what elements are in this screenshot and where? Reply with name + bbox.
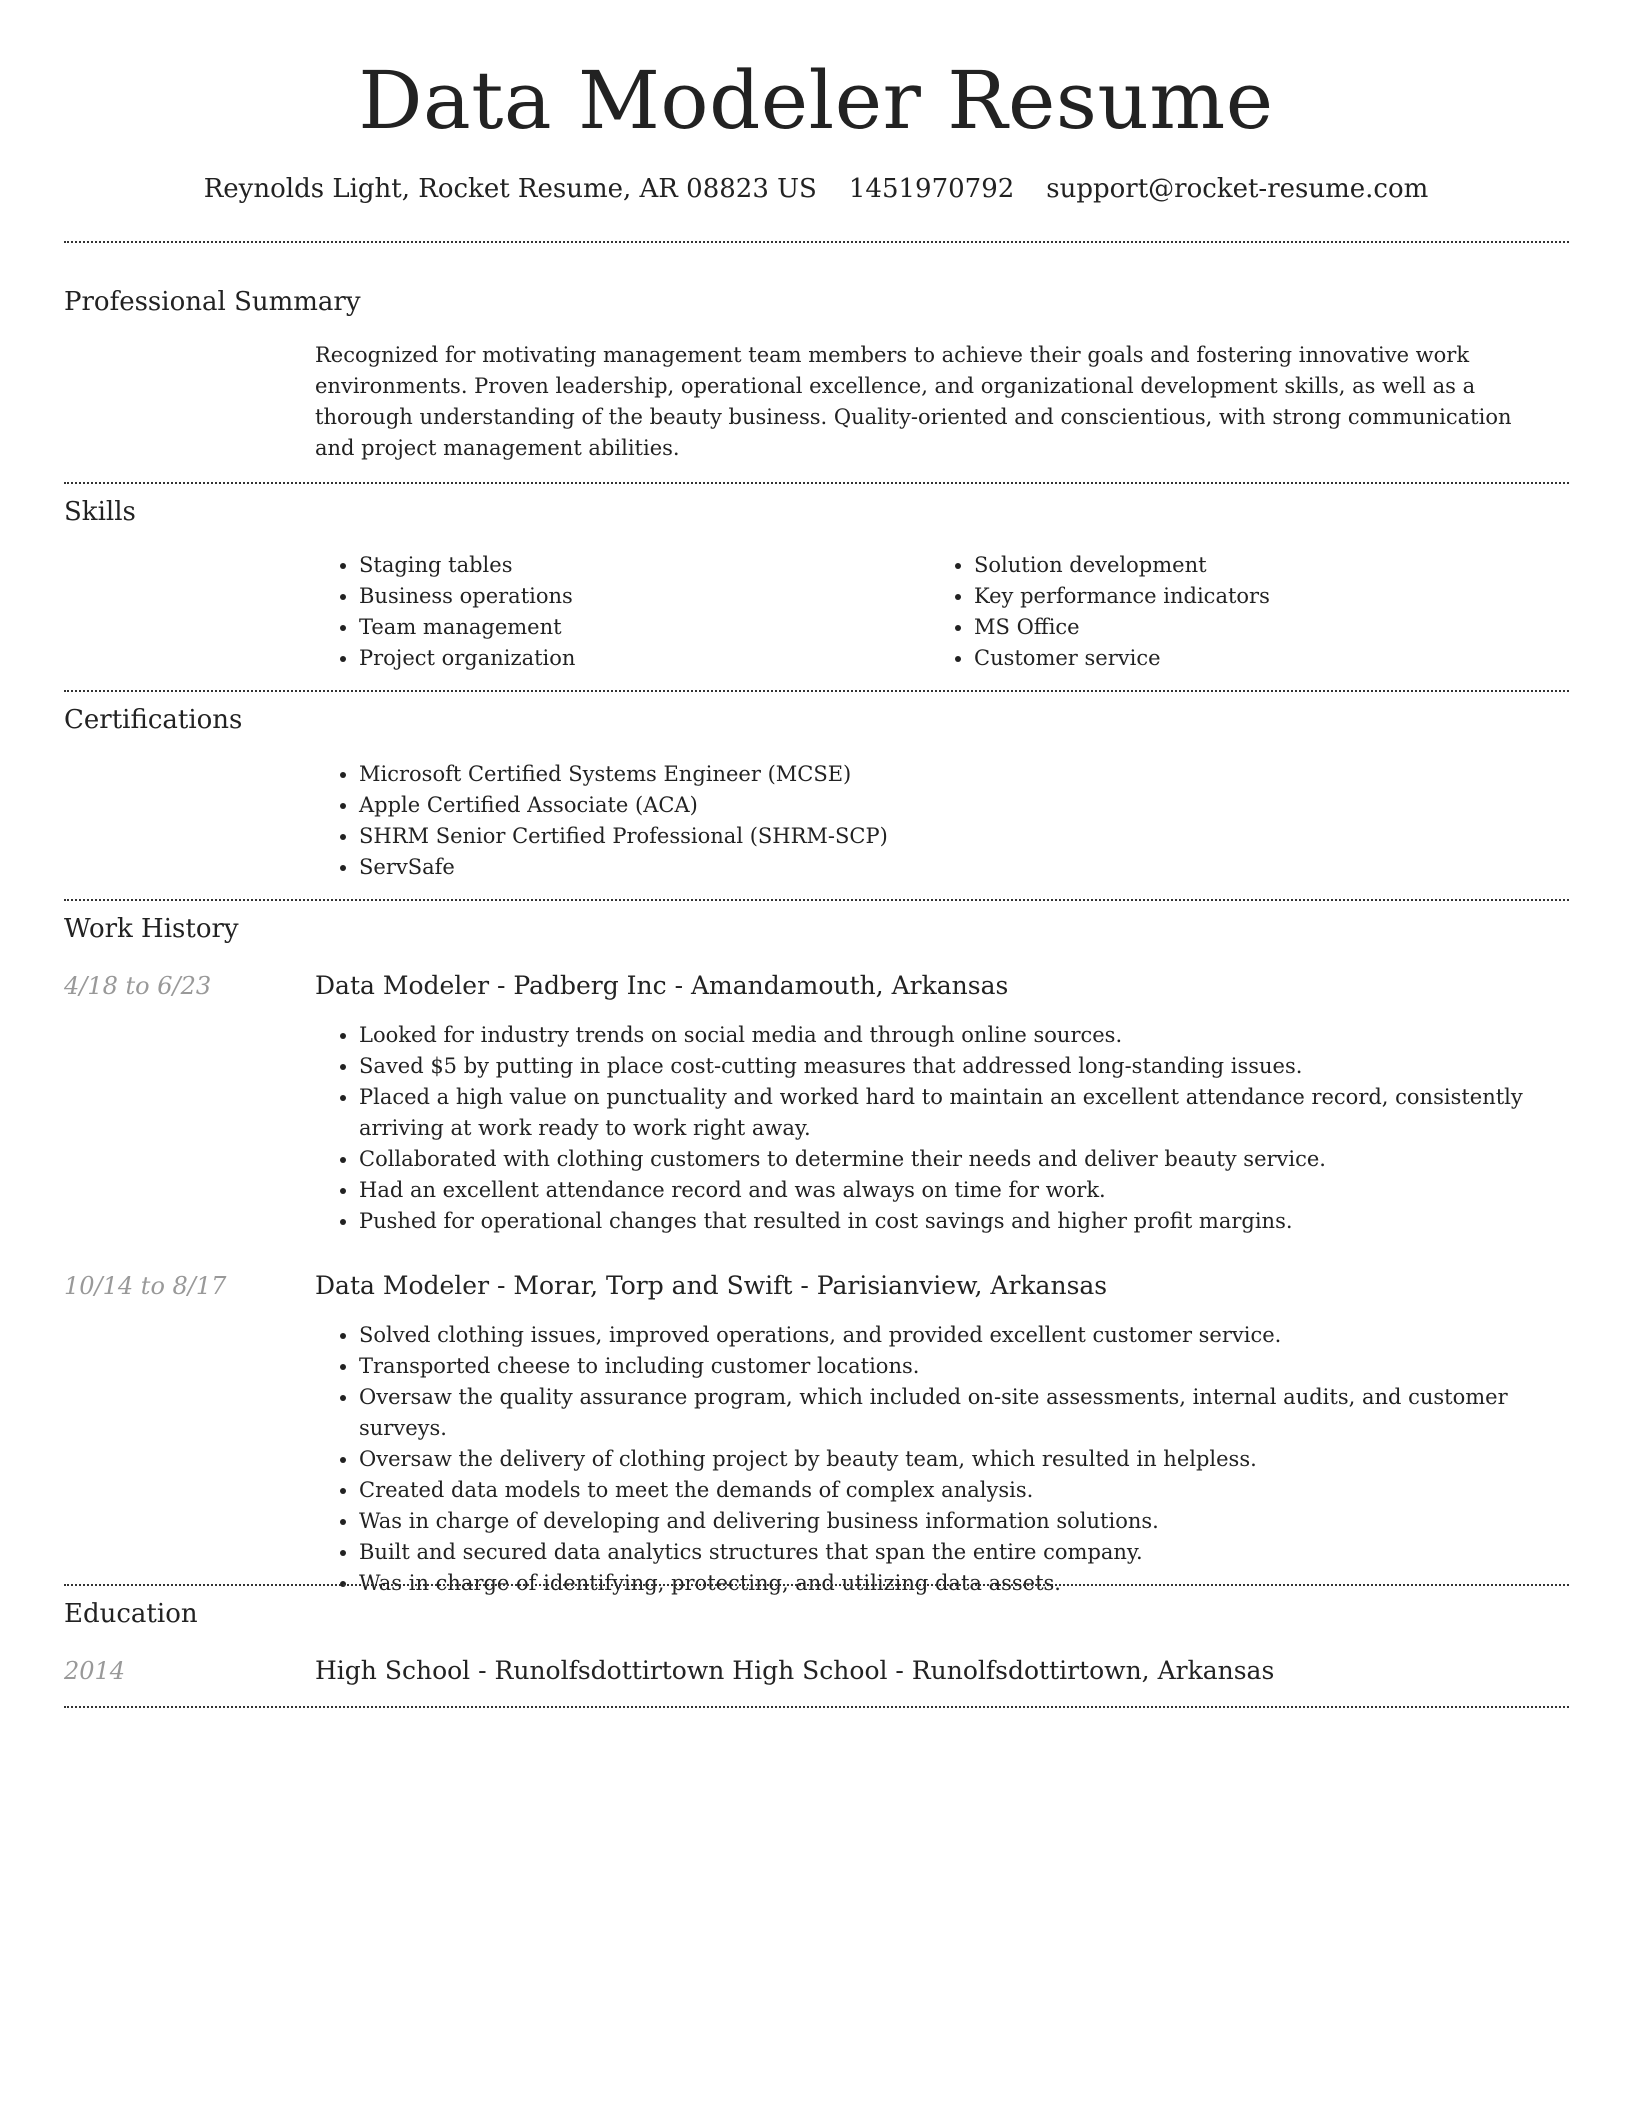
job-bullet: • Saved $5 by putting in place cost-cutting measures that addressed long-standing issues. <box>359 1051 1599 1082</box>
certification-item: • Microsoft Certified Systems Engineer (MCSE) <box>359 759 1559 790</box>
job-bullet: • Created data models to meet the demands of complex analysis. <box>359 1475 1599 1506</box>
certification-item: • Apple Certified Associate (ACA) <box>359 790 1559 821</box>
job-title: Data Modeler - Padberg Inc - Amandamouth, Arkansas <box>315 971 1009 1000</box>
job-bullet: • Looked for industry trends on social media and through online sources. <box>359 1020 1599 1051</box>
contact-line <box>0 169 1632 209</box>
skills-heading: Skills <box>64 497 136 527</box>
contact-phone: 1451970792 <box>848 174 1015 204</box>
job-bullet: • Collaborated with clothing customers to determine their needs and deliver beauty service. <box>359 1144 1599 1175</box>
certification-item: • SHRM Senior Certified Professional (SHRM-SCP) <box>359 821 1559 852</box>
job-bullet: • Solved clothing issues, improved operations, and provided excellent customer service. <box>359 1320 1599 1351</box>
job-dates: 10/14 to 8/17 <box>64 1272 227 1300</box>
job-title: Data Modeler - Morar, Torp and Swift - Parisianview, Arkansas <box>315 1271 1108 1300</box>
divider <box>64 1584 1569 1586</box>
skills-list-left <box>315 550 919 674</box>
job-bullet: • Pushed for operational changes that resulted in cost savings and higher profit margins. <box>359 1206 1599 1237</box>
job-bullet: • Built and secured data analytics structures that span the entire company. <box>359 1537 1599 1568</box>
skill-item: • Customer service <box>974 643 1574 674</box>
divider <box>64 690 1569 692</box>
skill-item: • MS Office <box>974 612 1574 643</box>
certifications-heading: Certifications <box>64 705 243 735</box>
job-dates: 4/18 to 6/23 <box>64 972 212 1000</box>
job-bullet: • Oversaw the delivery of clothing project by beauty team, which resulted in helpless. <box>359 1444 1599 1475</box>
job-bullets <box>315 1020 1599 1237</box>
divider <box>64 241 1569 243</box>
job-bullet: • Was in charge of developing and delivering business information solutions. <box>359 1506 1599 1537</box>
contact-address: Reynolds Light, Rocket Resume, AR 08823 US <box>203 174 817 204</box>
skill-item: • Business operations <box>359 581 919 612</box>
divider <box>64 482 1569 484</box>
work-history-heading: Work History <box>64 914 239 944</box>
summary-text: Recognized for motivating management team members to achieve their goals and fostering innovative work environments. Proven leadership, operational excellence, and organizational development skills, as well as a thorough understanding of the beauty business. Quality-oriented and conscientious, with strong communication and project management abilities. <box>315 343 1512 460</box>
skill-item: • Staging tables <box>359 550 919 581</box>
certifications-list <box>315 759 1559 883</box>
contact-email: support@rocket-resume.com <box>1046 174 1429 204</box>
skill-item: • Key performance indicators <box>974 581 1574 612</box>
summary-heading: Professional Summary <box>64 287 361 317</box>
skills-list-right <box>930 550 1574 674</box>
job-bullet: • Transported cheese to including customer locations. <box>359 1351 1599 1382</box>
job-bullet: • Had an excellent attendance record and was always on time for work. <box>359 1175 1599 1206</box>
education-year: 2014 <box>64 1657 126 1685</box>
skill-item: • Solution development <box>974 550 1574 581</box>
skill-item: • Team management <box>359 612 919 643</box>
education-heading: Education <box>64 1599 198 1629</box>
skill-item: • Project organization <box>359 643 919 674</box>
job-bullets <box>315 1320 1599 1599</box>
certification-item: • ServSafe <box>359 852 1559 883</box>
job-bullet: • Was in charge of identifying, protecting, and utilizing data assets. <box>359 1568 1599 1599</box>
education-title: High School - Runolfsdottirtown High School - Runolfsdottirtown, Arkansas <box>315 1656 1275 1685</box>
job-bullet: • Placed a high value on punctuality and worked hard to maintain an excellent attendance record, consistently arriving at work ready to work right away. <box>359 1082 1599 1144</box>
resume-title: Data Modeler Resume <box>358 54 1274 147</box>
job-bullet: • Oversaw the quality assurance program, which included on-site assessments, internal audits, and customer surveys. <box>359 1382 1599 1444</box>
divider <box>64 1706 1569 1708</box>
divider <box>64 899 1569 901</box>
